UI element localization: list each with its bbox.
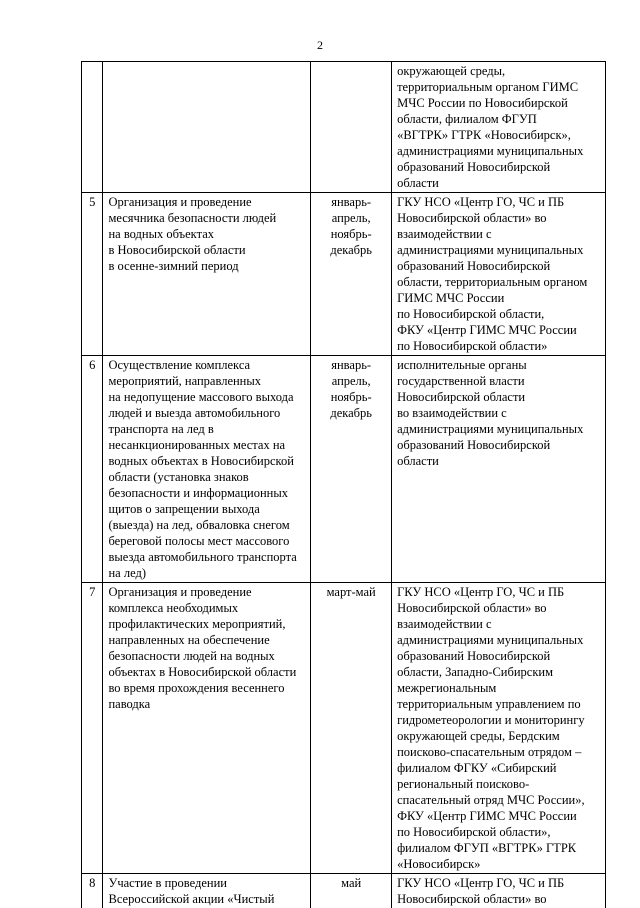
text-line: «Новосибирск» — [397, 856, 601, 872]
responsible-cell — [392, 193, 606, 356]
text-line: спасательный отряд МЧС России», — [397, 792, 601, 808]
row-number: 8 — [82, 874, 103, 908]
term-cell — [311, 193, 392, 356]
text-line: во время прохождения весеннего — [108, 680, 306, 696]
term-cell — [311, 62, 392, 193]
event-cell — [103, 356, 311, 583]
text-line: мероприятий, направленных — [108, 373, 306, 389]
table-row — [82, 356, 606, 583]
text-line: администрациями муниципальных — [397, 632, 601, 648]
event-cell — [103, 62, 311, 193]
term-cell — [311, 874, 392, 908]
text-line: межрегиональным — [397, 680, 601, 696]
text-line: (выезда) на лед, обваловка снегом — [108, 517, 306, 533]
table-row — [82, 62, 606, 193]
text-line: комплекса необходимых — [108, 600, 306, 616]
text-line: ФКУ «Центр ГИМС МЧС России — [397, 808, 601, 824]
text-line: Организация и проведение — [108, 194, 306, 210]
table-row — [82, 193, 606, 356]
text-line: МЧС России по Новосибирской — [397, 95, 601, 111]
event-cell — [103, 583, 311, 874]
text-line: людей и выезда автомобильного — [108, 405, 306, 421]
text-line: поисково-спасательным отрядом – — [397, 744, 601, 760]
text-line: Участие в проведении — [108, 875, 306, 891]
text-line: на водных объектах — [108, 226, 306, 242]
text-line: во взаимодействии с — [397, 405, 601, 421]
text-line: администрациями муниципальных — [397, 242, 601, 258]
text-line: по Новосибирской области, — [397, 306, 601, 322]
events-table-body — [82, 62, 606, 908]
text-line: в осенне-зимний период — [108, 258, 306, 274]
text-line: месячника безопасности людей — [108, 210, 306, 226]
term-cell — [311, 356, 392, 583]
text-line: окружающей среды, — [397, 63, 601, 79]
text-line: взаимодействии с — [397, 226, 601, 242]
text-line: направленных на обеспечение — [108, 632, 306, 648]
responsible-cell — [392, 356, 606, 583]
text-line: ФКУ «Центр ГИМС МЧС России — [397, 322, 601, 338]
text-line: Новосибирской области» во — [397, 600, 601, 616]
row-number — [82, 62, 103, 193]
text-line: по Новосибирской области» — [397, 338, 601, 354]
text-line: территориальным органом ГИМС — [397, 79, 601, 95]
table-row — [82, 874, 606, 908]
term-cell — [311, 583, 392, 874]
text-line: филиалом ФГКУ «Сибирский — [397, 760, 601, 776]
text-line: области (установка знаков — [108, 469, 306, 485]
text-line: на лед) — [108, 565, 306, 581]
table-row — [82, 583, 606, 874]
text-line: декабрь — [314, 405, 388, 421]
responsible-cell — [392, 874, 606, 908]
event-cell — [103, 874, 311, 908]
text-line: администрациями муниципальных — [397, 421, 601, 437]
text-line: ГКУ НСО «Центр ГО, ЧС и ПБ — [397, 194, 601, 210]
text-line: образований Новосибирской — [397, 648, 601, 664]
row-number: 6 — [82, 356, 103, 583]
text-line: по Новосибирской области», — [397, 824, 601, 840]
text-line: государственной власти — [397, 373, 601, 389]
text-line: региональный поисково- — [397, 776, 601, 792]
text-line: области — [397, 175, 601, 191]
text-line: безопасности и информационных — [108, 485, 306, 501]
text-line: ГКУ НСО «Центр ГО, ЧС и ПБ — [397, 875, 601, 891]
responsible-cell — [392, 583, 606, 874]
text-line: транспорта на лед в — [108, 421, 306, 437]
text-line: администрациями муниципальных — [397, 143, 601, 159]
events-table — [81, 61, 606, 908]
text-line: ноябрь- — [314, 389, 388, 405]
page-number: 2 — [0, 38, 640, 53]
text-line: на недопущение массового выхода — [108, 389, 306, 405]
text-line: январь- — [314, 357, 388, 373]
text-line: области, филиалом ФГУП — [397, 111, 601, 127]
text-line: май — [314, 875, 388, 891]
text-line: области — [397, 453, 601, 469]
text-line: профилактических мероприятий, — [108, 616, 306, 632]
row-number: 7 — [82, 583, 103, 874]
responsible-cell — [392, 62, 606, 193]
text-line: Новосибирской области» во — [397, 210, 601, 226]
text-line: водных объектах в Новосибирской — [108, 453, 306, 469]
text-line: в Новосибирской области — [108, 242, 306, 258]
text-line: безопасности людей на водных — [108, 648, 306, 664]
text-line: выезда автомобильного транспорта — [108, 549, 306, 565]
text-line: ноябрь- — [314, 226, 388, 242]
text-line: апрель, — [314, 210, 388, 226]
text-line: береговой полосы мест массового — [108, 533, 306, 549]
text-line: образований Новосибирской — [397, 159, 601, 175]
text-line: области, Западно-Сибирским — [397, 664, 601, 680]
text-line: гидрометеорологии и мониторингу — [397, 712, 601, 728]
event-cell — [103, 193, 311, 356]
text-line: январь- — [314, 194, 388, 210]
text-line: март-май — [314, 584, 388, 600]
text-line: Новосибирской области» во — [397, 891, 601, 907]
row-number: 5 — [82, 193, 103, 356]
text-line: образований Новосибирской — [397, 437, 601, 453]
text-line: несанкционированных местах на — [108, 437, 306, 453]
text-line: окружающей среды, Бердским — [397, 728, 601, 744]
text-line: исполнительные органы — [397, 357, 601, 373]
text-line: области, территориальным органом — [397, 274, 601, 290]
text-line: филиалом ФГУП «ВГТРК» ГТРК — [397, 840, 601, 856]
text-line: ГИМС МЧС России — [397, 290, 601, 306]
text-line: апрель, — [314, 373, 388, 389]
text-line: территориальным управлением по — [397, 696, 601, 712]
text-line: щитов о запрещении выхода — [108, 501, 306, 517]
text-line: ГКУ НСО «Центр ГО, ЧС и ПБ — [397, 584, 601, 600]
text-line: Организация и проведение — [108, 584, 306, 600]
text-line: образований Новосибирской — [397, 258, 601, 274]
text-line: взаимодействии с — [397, 616, 601, 632]
text-line: Осуществление комплекса — [108, 357, 306, 373]
text-line: Всероссийской акции «Чистый — [108, 891, 306, 907]
text-line: «ВГТРК» ГТРК «Новосибирск», — [397, 127, 601, 143]
text-line: декабрь — [314, 242, 388, 258]
text-line: паводка — [108, 696, 306, 712]
text-line: объектах в Новосибирской области — [108, 664, 306, 680]
text-line: Новосибирской области — [397, 389, 601, 405]
